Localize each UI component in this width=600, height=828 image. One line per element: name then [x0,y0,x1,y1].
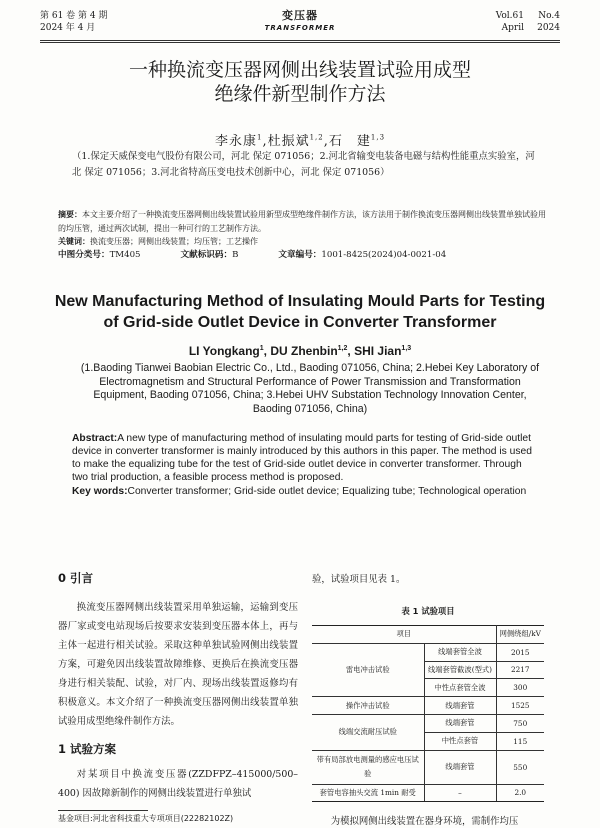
footnote-rule [58,810,148,811]
en-author-3-affil: 1,3 [401,345,412,352]
cn-abstract-label: 摘要： [58,210,82,219]
en-abstract [72,432,540,484]
journal-logo: 变压器 [282,9,318,22]
right-continue-text: 验，试验项目见表 1。 [312,574,406,585]
en-abstract-block [72,432,540,498]
cn-title [0,58,600,106]
row-value: 2217 [496,661,544,679]
table-header-value: 网侧绕组/kV [496,626,544,644]
volume-issue: 第 61 卷 第 4 期 [40,11,108,21]
article-number-label: 文章编号： [278,249,322,260]
cn-title-line1: 一种换流变压器网侧出线装置试验用成型 [128,59,471,81]
journal-name-en: TRANSFORMER [264,24,336,32]
section-1-paragraph: 对某项目中换流变压器(ZZDFPZ–415000/500–400) 因故障新制作的网侧出线装置进行单独试 [58,769,298,799]
table-row [312,714,544,732]
month-label: April [501,23,524,33]
table-header-item: 项目 [312,626,496,644]
cn-author-1: 李永康 [214,134,257,149]
group-dc: 套管电容抽头交流 1min 耐受 [312,784,424,802]
table-row [312,750,544,784]
en-title-line2: of Grid-side Outlet Device in Converter Transformer [103,314,497,331]
en-keywords-label: Key words: [72,486,128,497]
cn-abstract [58,208,546,235]
en-author-2: DU Zhenbin [270,344,338,358]
en-keywords [72,485,540,498]
doc-code-value: B [232,249,239,260]
cn-keywords [58,235,546,249]
cn-author-3-affil: 1,3 [370,133,386,142]
en-title-line1: New Manufacturing Method of Insulating Mould Parts for Testing [54,293,546,310]
cn-author-2-affil: 1,2 [309,133,324,142]
issue-date-cn: 2024 年 4 月 [40,23,96,33]
row-value: 750 [496,714,544,732]
clc-value: TM405 [109,249,141,260]
section-1-heading: 1 试验方案 [58,742,117,756]
en-title [0,291,600,333]
en-author-1: LI Yongkang [188,344,260,358]
en-keywords-text: Converter transformer; Grid-side outlet device; Equalizing tube; Technological operation [127,486,527,497]
row-sub: 线端套管 [424,697,496,715]
row-sub: 线端套管 [424,714,496,732]
header-rule-thin [40,42,560,43]
table-row [312,643,544,661]
cn-authors: 李永康$^1$,杜振斌$^{1,2}$,石 建$^{1,3}$ [214,133,386,149]
cn-abstract-block [58,208,546,262]
table-row [312,784,544,802]
volume-label: Vol.61 [495,11,524,21]
row-sub: – [424,784,496,802]
page-header [40,10,560,40]
cn-author-3: 石 建 [328,134,371,149]
group-lightning: 雷电冲击试验 [312,643,424,696]
year-label: 2024 [537,23,560,33]
section-0-paragraph: 换流变压器网侧出线装置采用单独运输，运输到变压器厂家或变电站现场后按要求安装到变压器本体上，再与主体一起进行相关试验。采取这种单独试验网侧出线装置方案，可避免因出线装置故障维修、更换后在换流变压器身进行相关装配、试验，对厂内、现场出线装置返修均有积极意义。本文介绍了一种换流变压器网侧出线装置单独试验用成型绝缘件制作方法。 [58,602,298,727]
en-authors: LI Yongkang$^1$, DU Zhenbin$^{1,2}$, SHI Jian$^{1,3}$ [188,344,412,358]
row-sub: 线端套管 [424,750,496,784]
cn-title-line2: 绝缘件新型制作方法 [214,83,386,105]
row-sub: 中性点套管 [424,732,496,750]
en-author-1-affil: 1 [259,345,264,352]
right-after-table-text: 为模拟网侧出线装置在器身环境，需制作均压 [330,816,519,828]
section-0-heading: 0 引言 [58,571,94,585]
cn-author-1-affil: 1 [256,133,263,142]
en-affiliations: (1.Baoding Tianwei Baobian Electric Co., Ltd., Baoding 071056, China; 2.Hebei Key Laboratory of Electromagnetism and Structural Performance of Power Transmission and Transformation Equipment, Baoding 071056, China; 3.Hebei UHV Substation Technology Innovation Center, Baoding 071056, China) [80,362,540,415]
row-sub: 线端套管全波 [424,643,496,661]
cn-abstract-text: 本文主要介绍了一种换流变压器网侧出线装置试验用新型成型绝缘件制作方法，该方法用于制作换流变压器网侧出线装置单独试验用的均压管，通过两次试制，提出一种可行的工艺制作方法。 [58,210,546,233]
table-header-row [312,626,544,644]
left-column [58,570,298,803]
group-switching: 操作冲击试验 [312,697,424,715]
table-row [312,697,544,715]
cn-keywords-text: 换流变压器；网侧出线装置；均压管；工艺操作 [90,237,258,246]
doc-code-label: 文献标识码： [180,249,233,260]
cn-affiliations: （1.保定天威保变电气股份有限公司，河北 保定 071056；2.河北省输变电装备电磁与结构性能重点实验室，河北 保定 071056；3.河北省特高压变电技术创新中心，河北 保定 071056） [72,151,535,178]
cn-meta-row [58,249,546,263]
group-pd: 带有局部放电测量的感应电压试验 [312,750,424,784]
article-number-value: 1001-8425(2024)04-0021-04 [321,249,447,260]
row-value: 2.0 [496,784,544,802]
row-value: 115 [496,732,544,750]
table-1-title: 表 1 试验项目 [401,606,455,616]
group-ac: 线端交流耐压试验 [312,714,424,750]
en-abstract-text: A new type of manufacturing method of insulating mould parts for testing of Grid-side outlet device in converter transformer is mainly introduced by this authors in this paper. The method is used to make the equalizing tube for the test of Grid-side outlet device in converter transformer. Through two trial production, a feasible process method is proposed. [72,433,532,483]
table-1 [312,625,544,802]
row-sub: 线端套管截波(型式) [424,661,496,679]
header-rule [40,40,560,41]
cn-keywords-label: 关键词： [58,237,90,246]
cn-author-2: 杜振斌 [267,134,310,149]
row-value: 2015 [496,643,544,661]
journal-brand [40,10,560,34]
clc-label: 中图分类号： [58,249,110,260]
en-author-3: SHI Jian [354,344,402,358]
row-value: 300 [496,679,544,697]
header-right [488,10,560,34]
row-value: 1525 [496,697,544,715]
funding-footnote: 基金项目:河北省科技重大专项项目(22282102Z) [58,814,234,823]
row-value: 550 [496,750,544,784]
en-author-2-affil: 1,2 [337,345,348,352]
number-label: No.4 [538,11,560,21]
row-sub: 中性点套管全波 [424,679,496,697]
right-column [312,570,544,828]
en-abstract-label: Abstract: [72,433,118,444]
